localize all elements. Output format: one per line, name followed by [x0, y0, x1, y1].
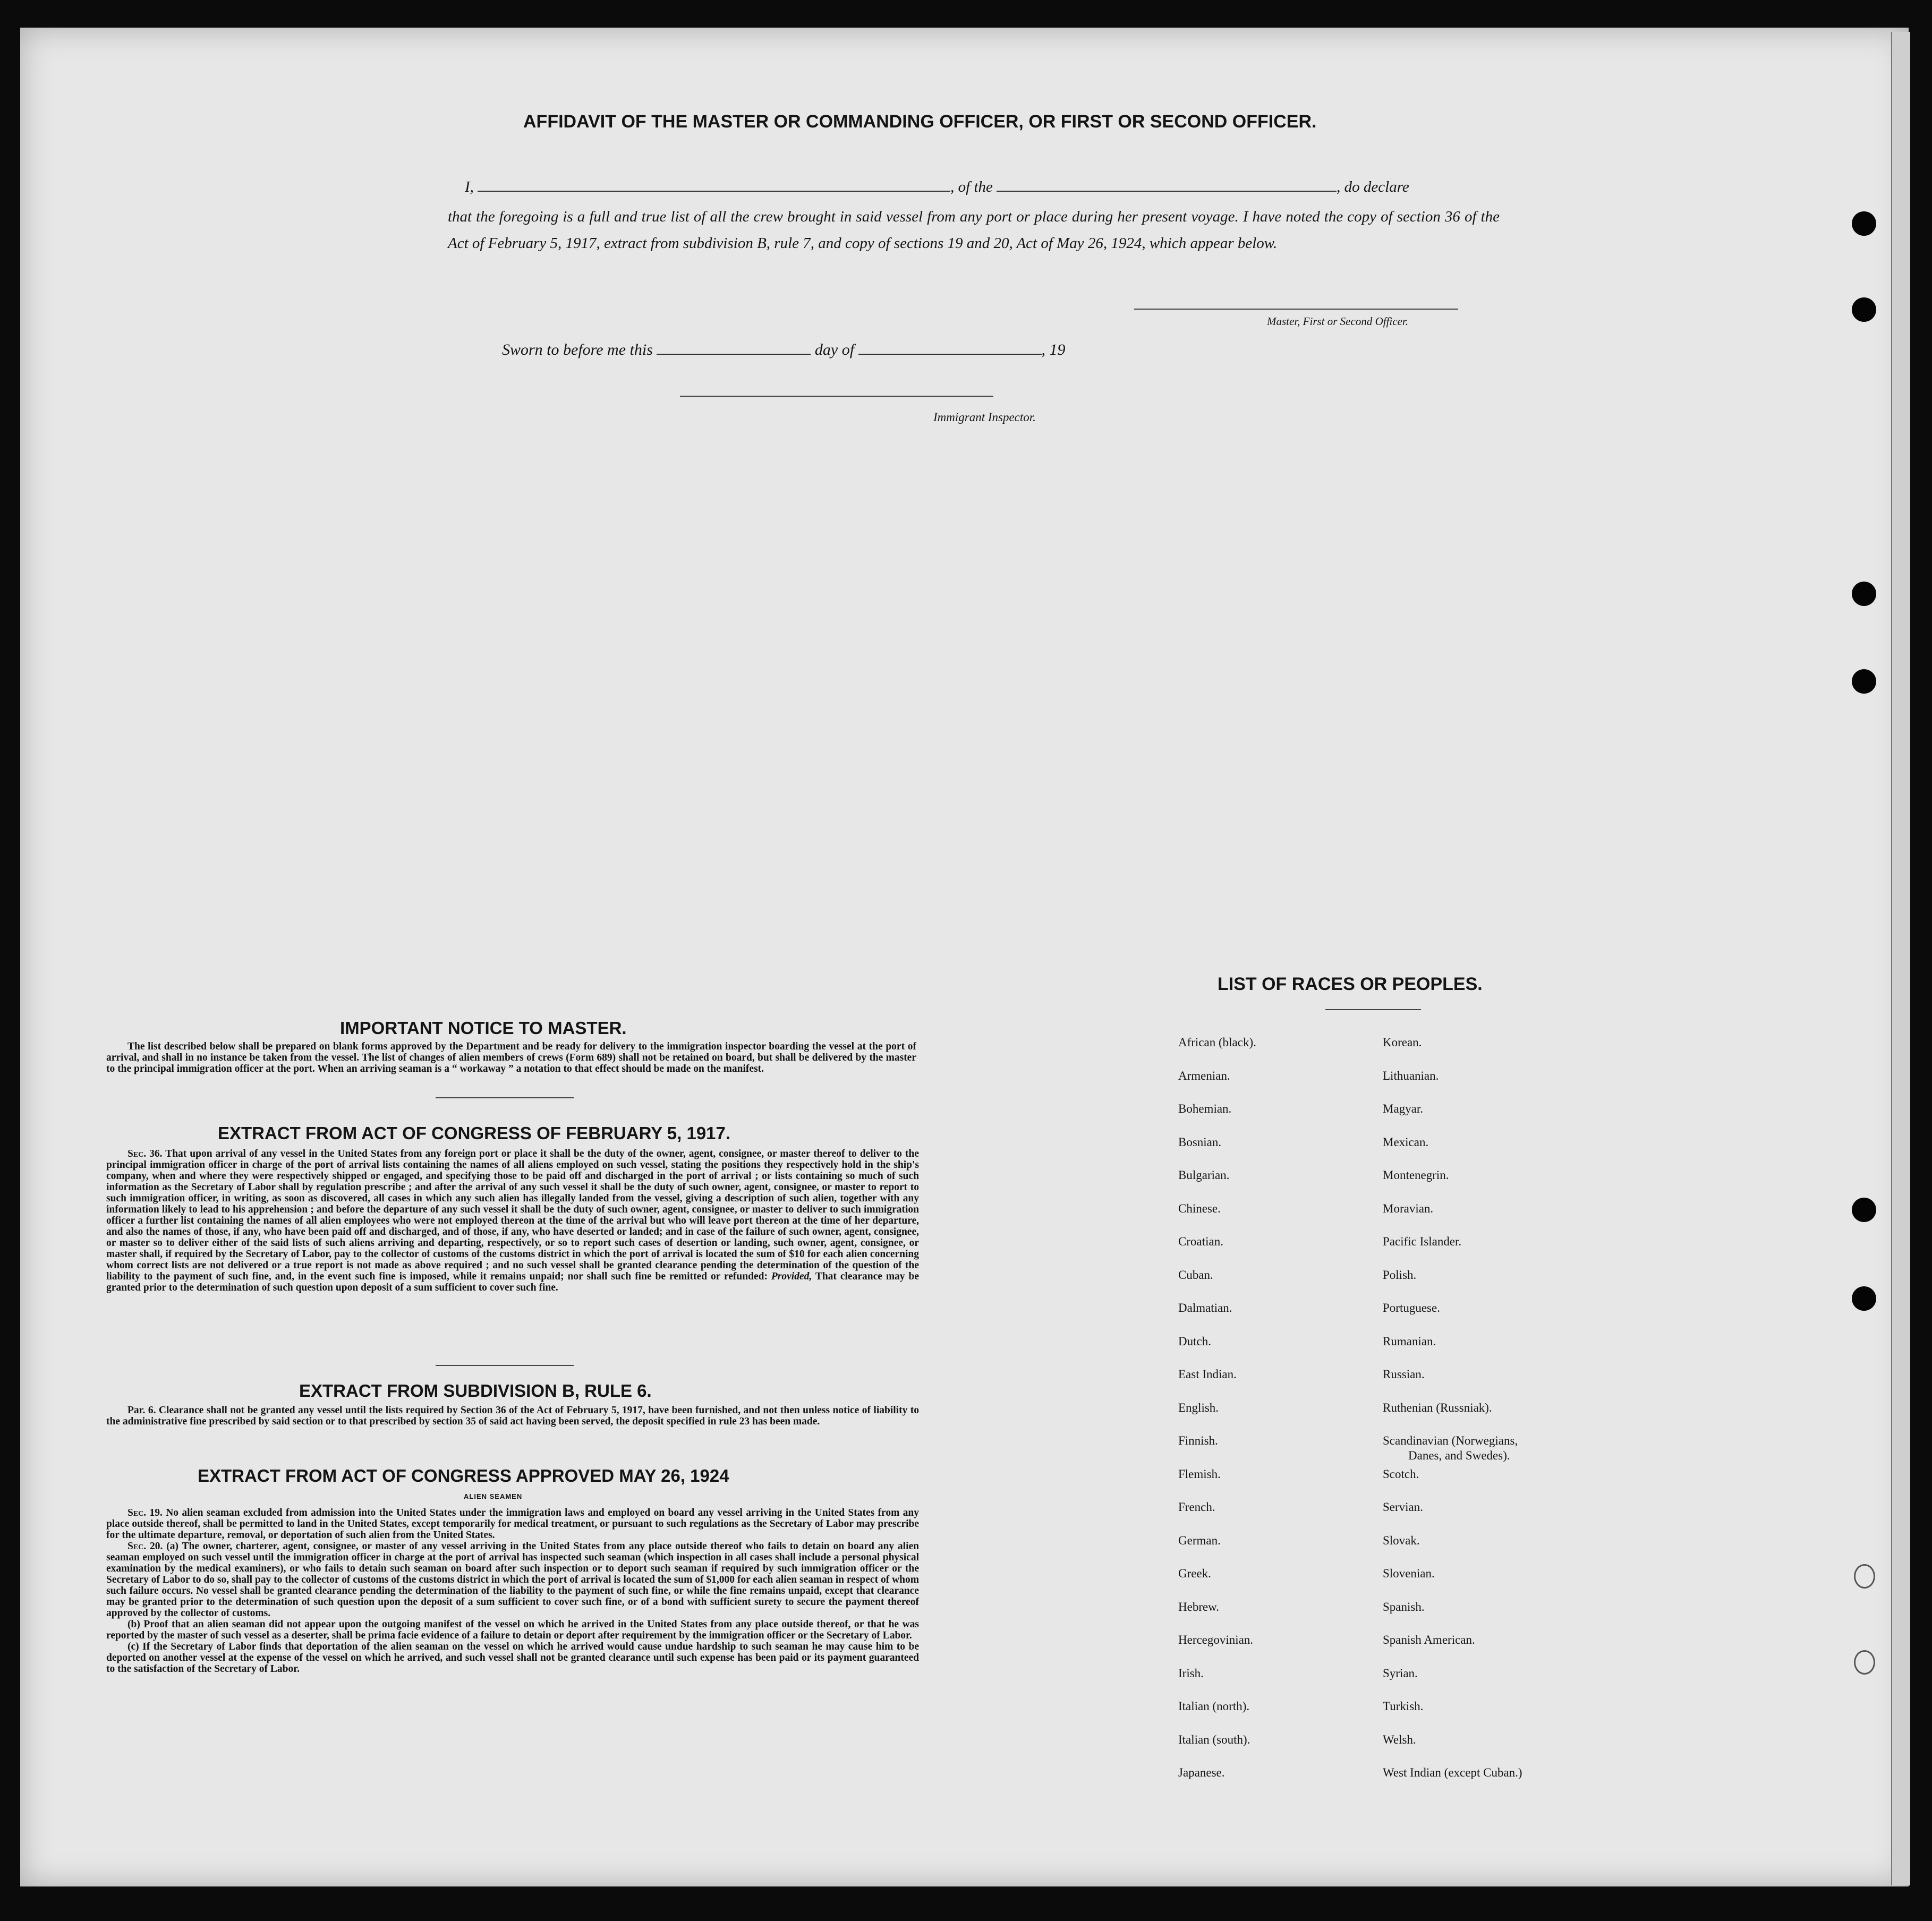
race-item: Scandinavian (Norwegians, [1383, 1434, 1518, 1447]
inspector-signature-label: Immigrant Inspector. [933, 411, 1036, 424]
declaration-line [465, 178, 1409, 196]
races-divider [1325, 1009, 1421, 1010]
race-item: Cuban. [1178, 1268, 1213, 1282]
sworn-line [502, 341, 1066, 359]
race-item: Chinese. [1178, 1201, 1221, 1215]
race-item: Flemish. [1178, 1467, 1221, 1481]
race-item: Italian (south). [1178, 1732, 1250, 1746]
proviso-label: Provided, [771, 1271, 812, 1282]
race-item: Syrian. [1383, 1666, 1418, 1680]
notice-title: IMPORTANT NOTICE TO MASTER. [340, 1018, 627, 1038]
race-item: Armenian. [1178, 1069, 1230, 1082]
race-item: German. [1178, 1533, 1221, 1547]
race-item: Ruthenian (Russniak). [1383, 1401, 1492, 1414]
section-20a-text: (a) The owner, charterer, agent, consignee, or master of any vessel arriving in the United States from any place outside thereof who fails to detain on board any alien seaman employed on such vessel until the immigration officer in charge at the port of arrival has inspected such seaman (which inspection in all cases shall include a personal physical examination by the medical examiners), or who fails to detain such seaman on board after such inspection or to deport such seaman if required by such immigration officer or the Secretary of Labor to do so, shall pay to the collector of customs of the customs district in which the port of arrival is located the sum of $1,000 for each alien seaman in respect of whom such failure occurs. No vessel shall be granted clearance pending the determination of the liability to the payment of such fine, or while the fine remains unpaid, except that clearance may be granted prior to the determination of such question upon the deposit of a sum sufficient to cover such fine, or of a bond with sufficient surety to secure the payment thereof approved by the collector of customs. [106, 1541, 920, 1619]
extract-1917-title: EXTRACT FROM ACT OF CONGRESS OF FEBRUARY 5, 1917. [218, 1123, 731, 1143]
section-19-paragraph [106, 1507, 919, 1541]
binder-hole [1852, 211, 1876, 236]
section-20a-paragraph [106, 1541, 919, 1619]
binder-hole [1852, 582, 1876, 606]
race-item: Greek. [1178, 1567, 1211, 1580]
race-item: Dalmatian. [1178, 1301, 1232, 1314]
section-20-label: Sec. 20. [127, 1541, 163, 1552]
race-item: Croatian. [1178, 1235, 1223, 1248]
page-edge [1891, 32, 1910, 1885]
race-item: Bulgarian. [1178, 1168, 1230, 1182]
race-item: Italian (north). [1178, 1700, 1250, 1713]
declare-text: , do declare [1337, 178, 1409, 195]
extract-1924-body [106, 1507, 919, 1675]
vessel-name-field[interactable] [997, 191, 1337, 192]
declarant-prefix: I, [465, 178, 474, 195]
sworn-year-prefix: , 19 [1041, 341, 1066, 358]
race-item: Mexican. [1383, 1135, 1429, 1149]
master-signature-label: Master, First or Second Officer. [1267, 315, 1408, 328]
race-item: French. [1178, 1500, 1215, 1514]
race-item: West Indian (except Cuban.) [1383, 1766, 1522, 1779]
binder-hole-ring [1854, 1650, 1875, 1675]
race-item: Japanese. [1178, 1766, 1225, 1779]
race-item: East Indian. [1178, 1368, 1237, 1381]
race-item-continuation: Danes, and Swedes). [1408, 1449, 1510, 1462]
rule-6-paragraph: Par. 6. Clearance shall not be granted any vessel until the lists required by Section 36 of the Act of February 5, 1917, have been furnished, and not then unless notice of liability to the administrative fine prescribed by said section or to that prescribed by section 35 of said act having been served, the deposit specified in rule 23 has been made. [106, 1405, 919, 1427]
declarant-name-field[interactable] [478, 191, 950, 192]
inspector-signature-line[interactable] [680, 396, 993, 397]
race-item: Slovak. [1383, 1533, 1420, 1547]
race-item: Moravian. [1383, 1201, 1434, 1215]
notice-body [106, 1041, 916, 1074]
race-item: Slovenian. [1383, 1567, 1435, 1580]
race-item: Lithuanian. [1383, 1069, 1439, 1082]
binder-hole [1852, 1286, 1876, 1311]
affidavit-title: AFFIDAVIT OF THE MASTER OR COMMANDING OFFICER, OR FIRST OR SECOND OFFICER. [523, 112, 1317, 132]
races-title: LIST OF RACES OR PEOPLES. [1218, 974, 1483, 994]
affidavit-body: that the foregoing is a full and true list of all the crew brought in said vessel from any port or place during her present voyage. I have noted the copy of section 36 of the Act of February 5, 1917, extract from subdivision B, rule 7, and copy of sections 19 and 20, Act of May 26, 1924, which appear below. [448, 208, 1500, 252]
section-divider [436, 1097, 574, 1098]
section-20b-paragraph: (b) Proof that an alien seaman did not appear upon the outgoing manifest of the vessel on which he arrived in the United States from any place outside thereof, or that he was reported by the master of such vessel as a deserter, shall be prima facie evidence of a failure to detain or deport after requirement by the immigration officer or the Secretary of Labor. [106, 1619, 919, 1641]
race-item: Pacific Islander. [1383, 1235, 1462, 1248]
race-item: Bohemian. [1178, 1102, 1232, 1115]
race-item: Servian. [1383, 1500, 1424, 1514]
race-item: Scotch. [1383, 1467, 1419, 1481]
race-item: Irish. [1178, 1666, 1204, 1680]
race-item: Spanish. [1383, 1600, 1425, 1613]
race-item: Spanish American. [1383, 1633, 1475, 1646]
extract-1917-body [106, 1148, 919, 1293]
race-item: Montenegrin. [1383, 1168, 1449, 1182]
notice-paragraph: The list described below shall be prepared on blank forms approved by the Department and be ready for delivery to the immigration inspector boarding the vessel at the port of arrival, and shall in no instance be taken from the vessel. The list of changes of alien members of crews (Form 689) shall not be retained on board, but shall be delivered by the master to the principal immigration officer at the port. When an arriving seaman is a “ workaway ” a notation to that effect should be made on the manifest. [106, 1041, 916, 1074]
section-36-label: Sec. 36. [127, 1148, 163, 1159]
section-20c-paragraph: (c) If the Secretary of Labor finds that deportation of the alien seaman on the vessel on which he arrived would cause undue hardship to such seaman he may cause him to be deported on another vessel at the expense of the vessel on which he arrived, and such vessel shall not be granted clearance until such expense has been paid or its payment guaranteed to the satisfaction of the Secretary of Labor. [106, 1641, 919, 1675]
master-signature-line[interactable] [1134, 309, 1458, 310]
race-item: Bosnian. [1178, 1135, 1222, 1149]
binder-hole [1852, 1198, 1876, 1222]
extract-1924-title: EXTRACT FROM ACT OF CONGRESS APPROVED MAY 26, 1924 [198, 1466, 729, 1485]
section-36-text: That upon arrival of any vessel in the United States from any foreign port or place it shall be the duty of the owner, agent, consignee, or master thereof to deliver to the principal immigration officer in charge of the port of arrival lists containing the names of all aliens employed on such vessel, stating the positions they respectively hold in the ship's company, when and where they were respectively shipped or engaged, and specifying those to be paid off and discharged in the port of arrival ; or lists containing so much of such information as the Secretary of Labor shall by regulation prescribe ; and after the arrival of any such vessel it shall be the duty of such owner, agent, consignee, or master to report to such immigration officer, in writing, as soon as discovered, all cases in which any such alien has illegally landed from the vessel, giving a description of such alien, together with any information likely to lead to his apprehension ; and before the departure of any such vessel it shall be the duty of such owner, agent, consignee, or master to deliver to such immigration officer a further list containing the names of all alien employees who were not employed thereon at the time of the arrival but who will leave port thereon at the time of her departure, and also the names of those, if any, who have been paid off and discharged, and of those, if any, who have deserted or landed; and in case of the failure of such owner, agent, consignee, or master so to deliver either of the said lists of such aliens arriving and departing, respectively, or so to report such cases of desertion or landing, such owner, agent, consignee, or master shall, if required by the Secretary of Labor, pay to the collector of customs of the customs district in which the port of arrival is located the sum of $10 for each alien concerning whom correct lists are not delivered or a true report is not made as above required ; and no such vessel shall be granted clearance pending the determination of the question of the liability to the payment of such fine, and, in the event such fine is imposed, while it remains unpaid; nor shall such fine be remitted or refunded: [106, 1148, 919, 1282]
binder-hole [1852, 297, 1876, 322]
sworn-day-of: day of [814, 341, 855, 358]
section-19-text: No alien seaman excluded from admission into the United States under the immigration laws and employed on board any vessel arriving in the United States from any place outside thereof, shall be permitted to land in the United States, except temporarily for medical treatment, or pursuant to such regulations as the Secretary of Labor may prescribe for the ultimate departure, removal, or deportation of such alien from the United States. [106, 1507, 920, 1541]
sworn-prefix: Sworn to before me this [502, 341, 653, 358]
binder-hole-ring [1854, 1564, 1875, 1589]
race-item: Hercegovinian. [1178, 1633, 1254, 1646]
race-item: English. [1178, 1401, 1219, 1414]
race-item: Hebrew. [1178, 1600, 1220, 1613]
proviso-text: That clearance may be granted prior to the determination of such question upon deposit of a sum sufficient to cover such fine. [106, 1271, 919, 1293]
race-item: Dutch. [1178, 1334, 1211, 1348]
rule-6-body [106, 1405, 919, 1427]
alien-seamen-subtitle: ALIEN SEAMEN [464, 1492, 523, 1500]
race-item: Magyar. [1383, 1102, 1424, 1115]
race-item: Finnish. [1178, 1434, 1218, 1447]
binder-hole [1852, 669, 1876, 694]
race-item: Korean. [1383, 1036, 1422, 1049]
section-36-paragraph [106, 1148, 919, 1293]
race-item: Portuguese. [1383, 1301, 1440, 1314]
sworn-month-field[interactable] [858, 354, 1042, 355]
race-item: Russian. [1383, 1368, 1425, 1381]
race-item: Rumanian. [1383, 1334, 1436, 1348]
race-item: Welsh. [1383, 1732, 1416, 1746]
section-divider [436, 1365, 574, 1366]
race-item: Polish. [1383, 1268, 1417, 1282]
race-item: African (black). [1178, 1036, 1256, 1049]
sworn-day-field[interactable] [657, 354, 811, 355]
rule-6-title: EXTRACT FROM SUBDIVISION B, RULE 6. [299, 1381, 652, 1401]
race-item: Turkish. [1383, 1700, 1424, 1713]
section-19-label: Sec. 19. [127, 1507, 163, 1518]
declarant-of-text: , of the [950, 178, 993, 195]
